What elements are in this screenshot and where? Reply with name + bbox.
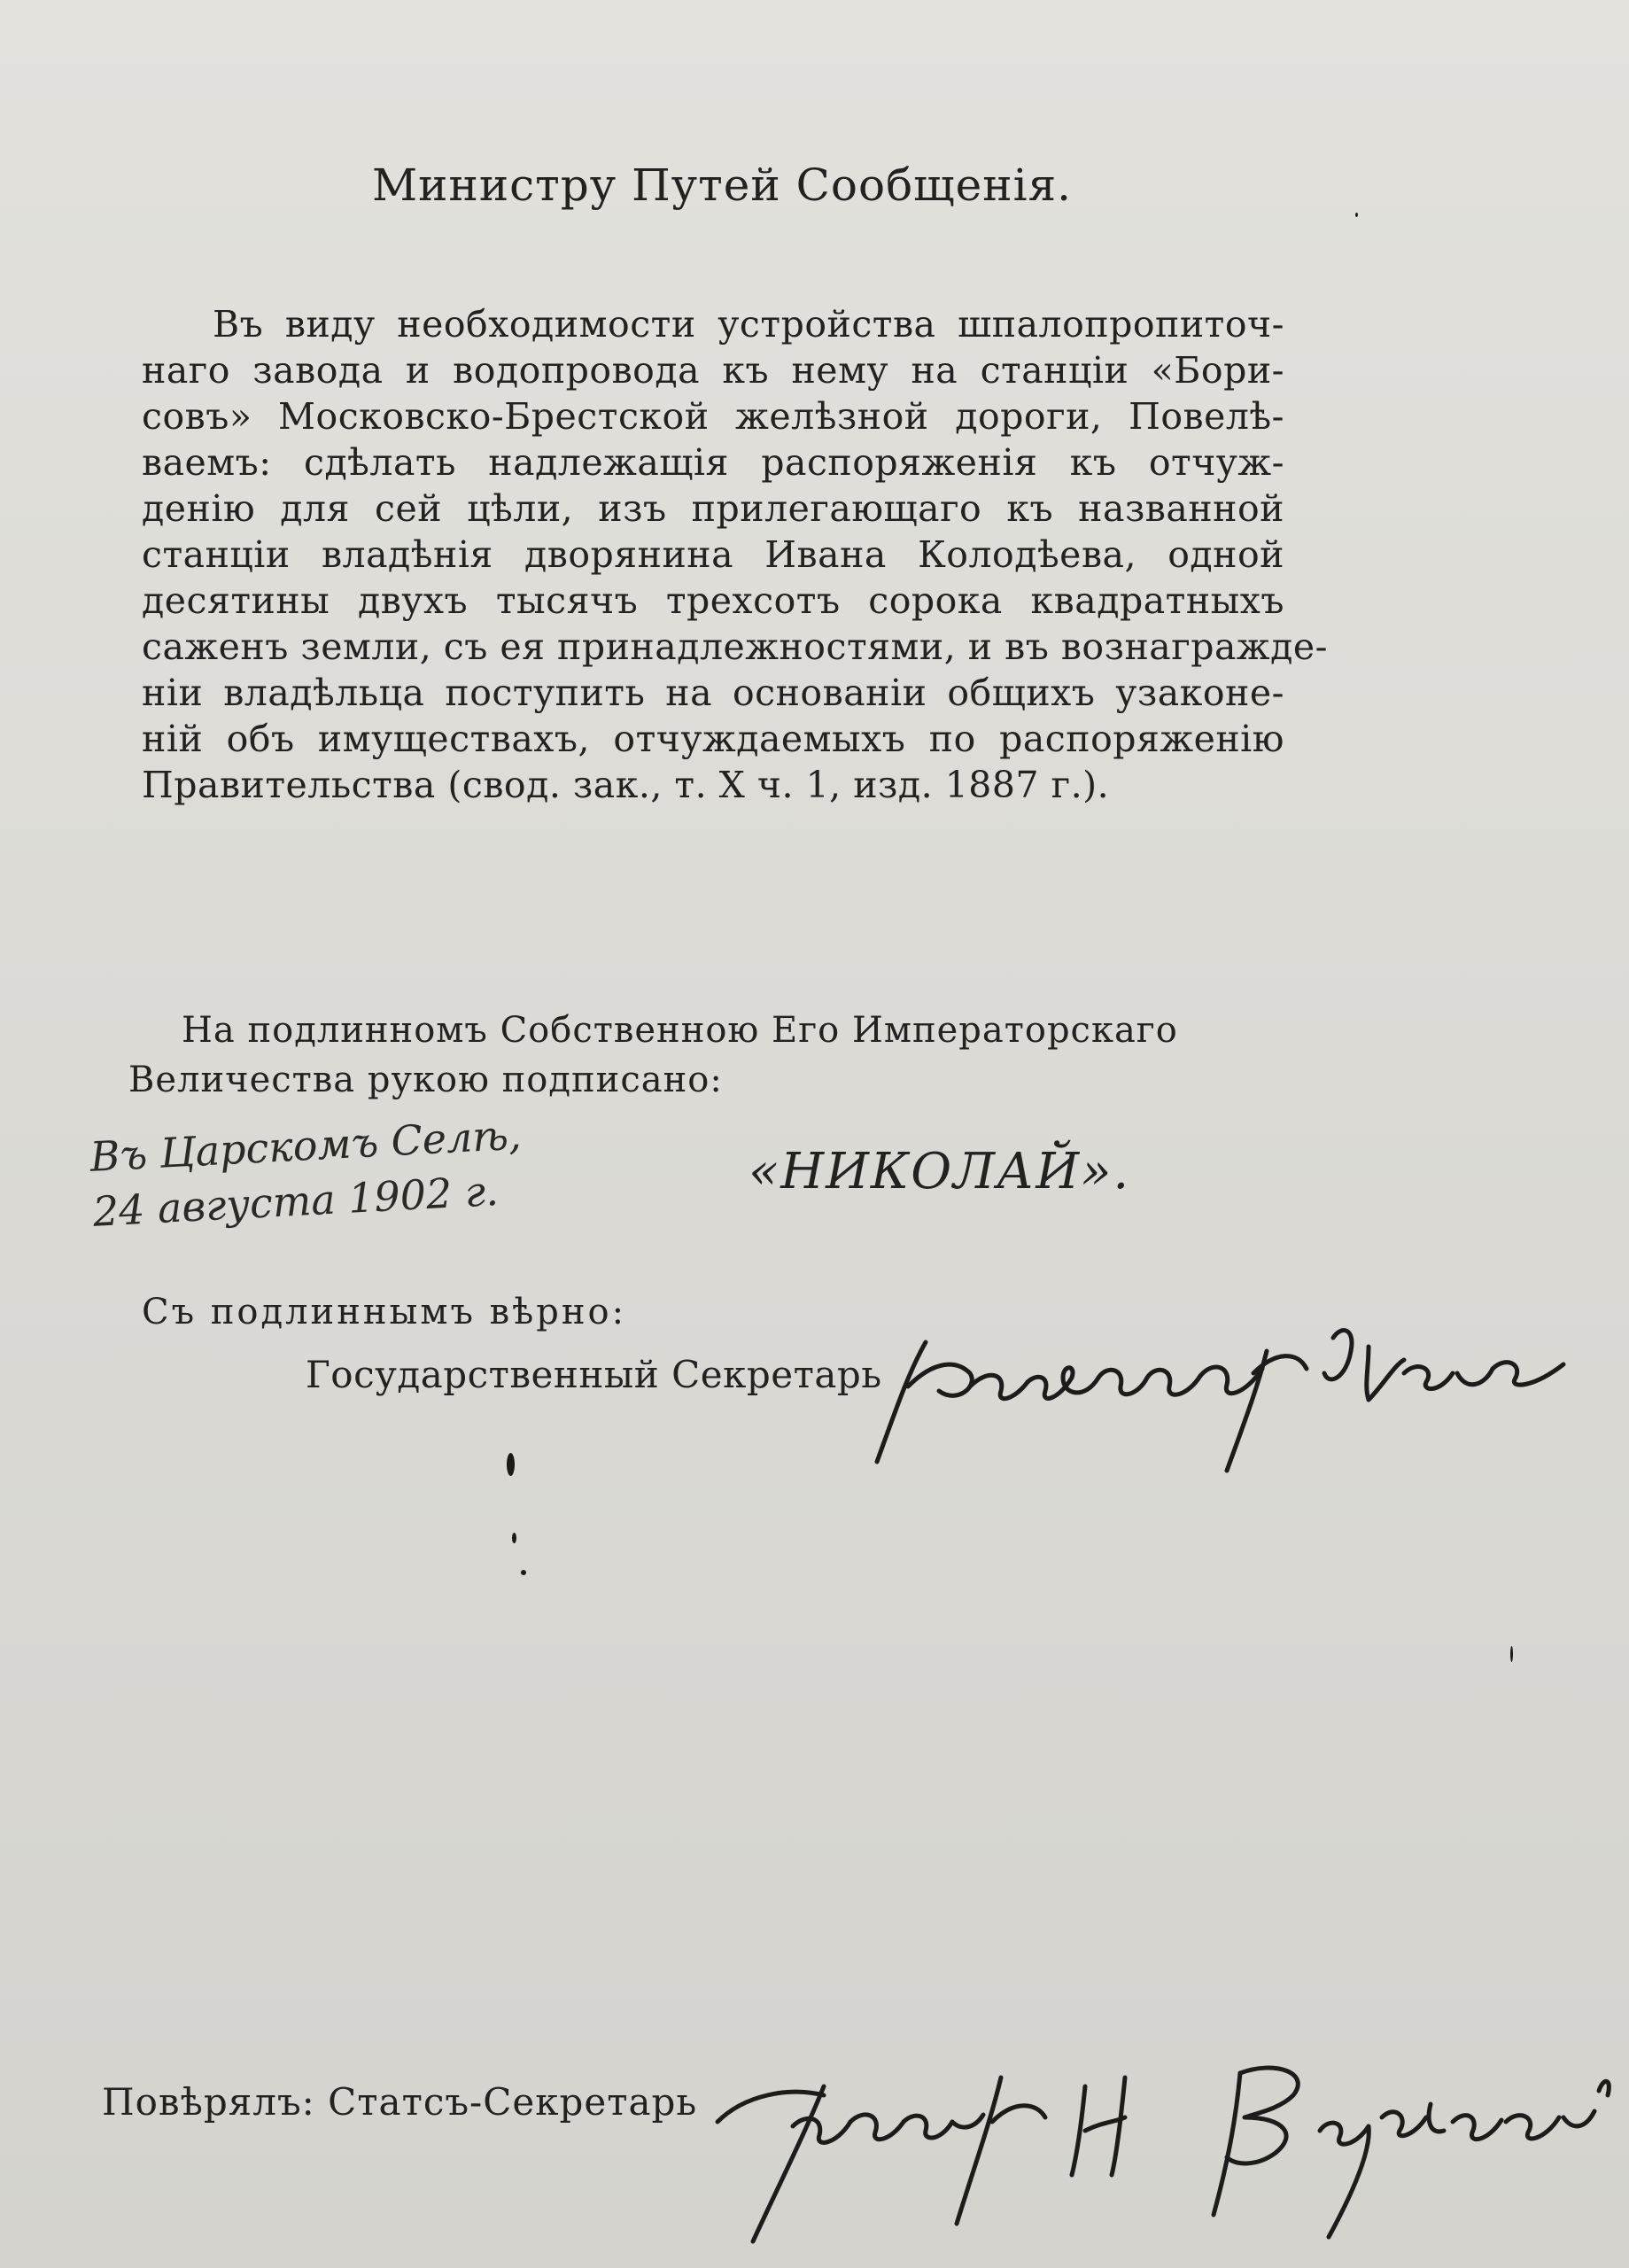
body-line: саженъ земли, съ ея принадлежностями, и въ вознагражде- xyxy=(142,625,1328,668)
checked-by-signature xyxy=(709,2033,1621,2250)
ink-speck xyxy=(1510,1646,1513,1662)
body-line: станціи владѣнія дворянина Ивана Колодѣева, одной xyxy=(142,533,1284,576)
signed-note xyxy=(128,1006,1271,1105)
ink-speck xyxy=(521,1570,526,1575)
body-line: Въ виду необходимости устройства шпалопропиточ- xyxy=(213,303,1284,346)
state-secretary-label: Государственный Секретарь xyxy=(306,1353,882,1396)
body-line: наго завода и водопровода къ нему на станціи «Бори- xyxy=(142,349,1284,392)
decree-body xyxy=(142,301,1328,808)
handwritten-date: 24 августа 1902 г. xyxy=(91,1166,500,1236)
body-line: десятины двухъ тысячъ трехсотъ сорока квадратныхъ xyxy=(142,579,1284,622)
body-line: ваемъ: сдѣлать надлежащія распоряженія къ отчуж- xyxy=(142,441,1284,484)
signed-note-line: На подлинномъ Собственною Его Императорскаго xyxy=(182,1010,1178,1051)
handwritten-place-date xyxy=(89,1107,525,1239)
body-line: ніи владѣльца поступить на основаніи общихъ узаконе- xyxy=(142,672,1284,714)
document-title: Министру Путей Сообщенія. xyxy=(371,159,1073,211)
body-line: Правительства (свод. зак., т. X ч. 1, изд. 1887 г.). xyxy=(142,764,1110,806)
ink-speck xyxy=(1355,213,1358,217)
emperor-signature: «НИКОЛАЙ». xyxy=(749,1143,1131,1200)
true-copy-label: Съ подлиннымъ вѣрно: xyxy=(142,1292,627,1332)
ink-speck xyxy=(512,1533,516,1543)
ink-speck xyxy=(507,1453,515,1476)
body-line: ній объ имуществахъ, отчуждаемыхъ по распоряженію xyxy=(142,718,1284,760)
handwritten-place: Въ Царскомъ Селѣ, xyxy=(89,1110,523,1181)
checked-by-label: Повѣрялъ: Статсъ-Секретарь xyxy=(102,2080,698,2124)
body-line: денію для сей цѣли, изъ прилегающаго къ названной xyxy=(142,487,1284,530)
state-secretary-signature xyxy=(873,1289,1581,1475)
body-line: совъ» Московско-Брестской желѣзной дороги, Повелѣ- xyxy=(142,395,1284,438)
signed-note-line: Величества рукою подписано: xyxy=(128,1060,723,1100)
